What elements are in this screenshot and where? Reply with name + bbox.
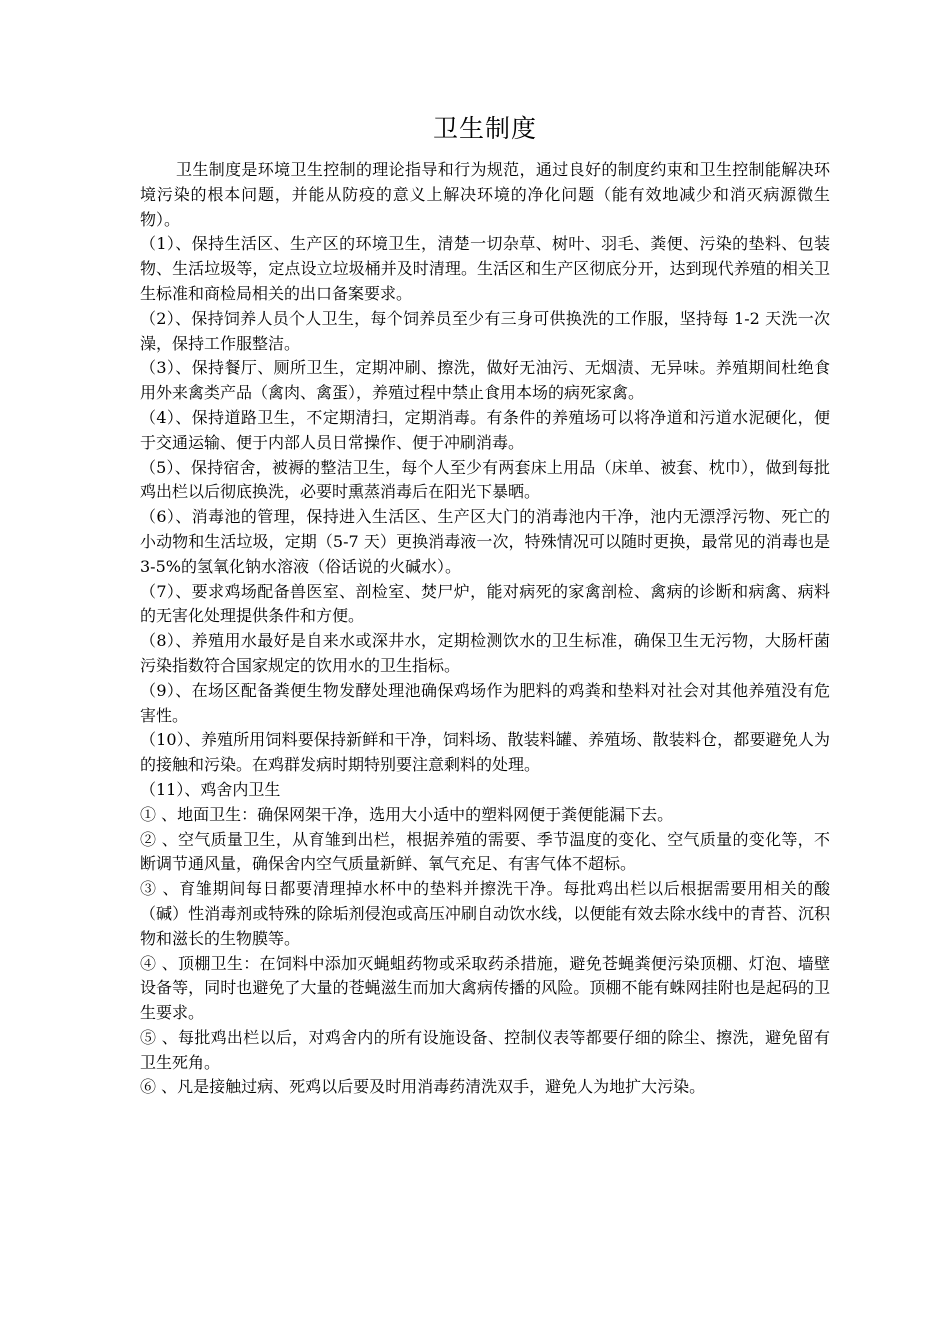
rule-item-11-heading: （11）、鸡舍内卫生 [140, 779, 281, 799]
rule-item-1: （1）、保持生活区、生产区的环境卫生，清楚一切杂草、树叶、羽毛、粪便、污染的垫料、包装物、生活垃圾等，定点设立垃圾桶并及时清理。生活区和生产区彻底分开，达到现代养殖的相关卫生标准和商检局相关的出口备案要求。 [140, 234, 830, 303]
rule-item-10: （10）、养殖所用饲料要保持新鲜和干净，饲料场、散装料罐、养殖场、散装料仓，都要避免人为的接触和污染。在鸡群发病时期特别要注意剩料的处理。 [140, 730, 830, 775]
rule-item-4: （4）、保持道路卫生，不定期清扫，定期消毒。有条件的养殖场可以将净道和污道水泥硬化，便于交通运输、便于内部人员日常操作、便于冲刷消毒。 [140, 407, 830, 452]
rule-item-3: （3）、保持餐厅、厕所卫生，定期冲刷、擦洗，做好无油污、无烟渍、无异味。养殖期间杜绝食用外来禽类产品（禽肉、禽蛋），养殖过程中禁止食用本场的病死家禽。 [140, 358, 830, 403]
rule-item-6: （6）、消毒池的管理，保持进入生活区、生产区大门的消毒池内干净，池内无漂浮污物、死亡的小动物和生活垃圾，定期（5-7 天）更换消毒液一次，特殊情况可以随时更换，最常见的消毒也是 3-5%的氢氧化钠水溶液（俗话说的火碱水）。 [140, 507, 830, 576]
sub-item-2: ② 、空气质量卫生，从育雏到出栏，根据养殖的需要、季节温度的变化、空气质量的变化等，不断调节通风量，确保舍内空气质量新鲜、氧气充足、有害气体不超标。 [140, 829, 830, 874]
sub-item-6: ⑥ 、凡是接触过病、死鸡以后要及时用消毒药清洗双手，避免人为地扩大污染。 [140, 1077, 706, 1097]
sub-item-1: ① 、地面卫生：确保网架干净，选用大小适中的塑料网便于粪便能漏下去。 [140, 804, 674, 824]
intro-paragraph: 卫生制度是环境卫生控制的理论指导和行为规范，通过良好的制度约束和卫生控制能解决环境污染的根本问题，并能从防疫的意义上解决环境的净化问题（能有效地减少和消灭病源微生物）。 [140, 160, 830, 229]
sub-item-5: ⑤ 、每批鸡出栏以后，对鸡舍内的所有设施设备、控制仪表等都要仔细的除尘、擦洗，避免留有卫生死角。 [140, 1027, 830, 1072]
document-title: 卫生制度 [432, 114, 537, 143]
rule-item-5: （5）、保持宿舍，被褥的整洁卫生，每个人至少有两套床上用品（床单、被套、枕巾），做到每批鸡出栏以后彻底换洗，必要时熏蒸消毒后在阳光下暴晒。 [140, 457, 830, 502]
rule-item-9: （9）、在场区配备粪便生物发酵处理池确保鸡场作为肥料的鸡粪和垫料对社会对其他养殖没有危害性。 [140, 680, 830, 725]
sub-item-4: ④ 、顶棚卫生：在饲料中添加灭蝇蛆药物或采取药杀措施，避免苍蝇粪便污染顶棚、灯泡、墙壁设备等，同时也避免了大量的苍蝇滋生而加大禽病传播的风险。顶棚不能有蛛网挂附也是起码的卫生要求。 [140, 953, 830, 1023]
rule-item-7: （7）、要求鸡场配备兽医室、剖检室、焚尸炉，能对病死的家禽剖检、禽病的诊断和病禽、病料的无害化处理提供条件和方便。 [140, 581, 830, 626]
document-page [140, 112, 830, 1100]
rule-item-8: （8）、养殖用水最好是自来水或深井水，定期检测饮水的卫生标准，确保卫生无污物，大肠杆菌污染指数符合国家规定的饮用水的卫生指标。 [140, 631, 830, 675]
sub-item-3: ③ 、育雏期间每日都要清理掉水杯中的垫料并擦洗干净。每批鸡出栏以后根据需要用相关的酸（碱）性消毒剂或特殊的除垢剂侵泡或高压冲刷自动饮水线，以便能有效去除水线中的青苔、沉积物和滋长的生物膜等。 [140, 879, 830, 948]
rule-item-2: （2）、保持饲养人员个人卫生，每个饲养员至少有三身可供换洗的工作服，坚持每 1-2 天洗一次澡，保持工作服整洁。 [140, 308, 830, 353]
